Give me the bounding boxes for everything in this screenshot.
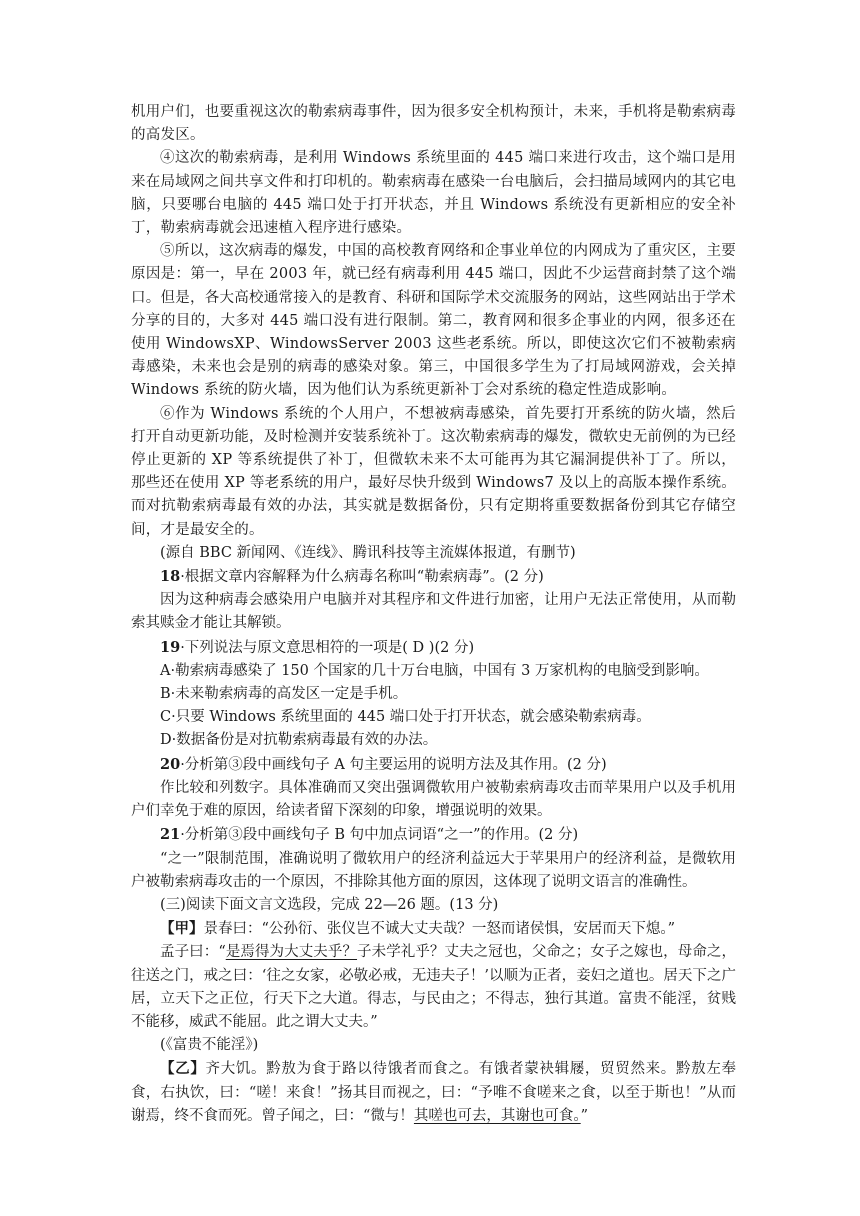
- paragraph-5: ⑤所以，这次病毒的爆发，中国的高校教育网络和企事业单位的内网成为了重灾区，主要原因是：第一，早在 2003 年，就已经有病毒利用 445 端口，因此不少运营商封禁了这个端口。但是，各大高校通常接入的是教育、科研和国际学术交流服务的网站，这些网站出于学术分享的目的，大多对 445 端口没有进行限制。第二，教育网和很多企事业的内网，很多还在使用 WindowsXP、WindowsServer 2003 这些老系统。所以，即使这次它们不被勒索病毒感染，未来也会是别的病毒的感染对象。第三，中国很多学生为了打局域网游戏，会关掉 Windows 系统的防火墙，因为他们认为系统更新补丁会对系统的稳定性造成影响。: [131, 243, 736, 399]
- article-source: (源自 BBC 新闻网、《连线》、腾讯科技等主流媒体报道，有删节): [160, 544, 576, 561]
- underlined-sentence: 是焉得为大丈夫乎？: [225, 944, 358, 961]
- question-19: [131, 636, 736, 660]
- passage-text: 齐大饥。黔敖为食于路以待饿者而食之。有饿者蒙袂辑屦，贸贸然来。黔敖左奉食，右执饮，曰：“嗟！来食！”扬其目而视之，曰：“予唯不食嗟来之食，以至于斯也！”从而谢焉，终不食而死。曾子闻之，曰：“微与！: [131, 1061, 737, 1124]
- passage-jia-1: [131, 917, 736, 941]
- underlined-sentence: 其嗟也可去，其谢也可食。: [413, 1107, 581, 1124]
- option-b: B·未来勒索病毒的高发区一定是手机。: [160, 686, 408, 703]
- question-number: 20: [160, 755, 181, 773]
- question-text: ·下列说法与原文意思相符的一项是( D )(2 分): [180, 639, 475, 656]
- paragraph-6: ⑥作为 Windows 系统的个人用户，不想被病毒感染，首先要打开系统的防火墙，然后打开自动更新功能，及时检测并安装系统补丁。这次勒索病毒的爆发，微软史无前例的为已经停止更新的 XP 等系统提供了补丁，但微软未来不太可能再为其它漏洞提供补丁了。所以，那些还在使用 XP 等老系统的用户，最好尽快升级到 Windows7 及以上的高版本操作系统。而对抗勒索病毒最有效的办法，其实就是数据备份，只有定期将重要数据备份到其它存储空间，才是最安全的。: [131, 405, 736, 538]
- passage-text: ”: [580, 1107, 589, 1124]
- paragraph-3-continued: 机用户们，也要重视这次的勒索病毒事件，因为很多安全机构预计，未来，手机将是勒索病毒的高发区。: [131, 104, 736, 144]
- paragraph-4: ④这次的勒索病毒，是利用 Windows 系统里面的 445 端口来进行攻击，这个端口是用来在局域网之间共享文件和打印机的。勒索病毒在感染一台电脑后，会扫描局域网内的其它电脑，只要哪台电脑的 445 端口处于打开状态，并且 Windows 系统没有更新相应的安全补丁，勒索病毒就会迅速植入程序进行感染。: [131, 150, 736, 237]
- passage-jia-2: [131, 941, 736, 1034]
- question-text: ·分析第③段中画线句子 A 句主要运用的说明方法及其作用。(2 分): [180, 756, 607, 773]
- option-c: C·只要 Windows 系统里面的 445 端口处于打开状态，就会感染勒索病毒。: [160, 709, 651, 726]
- question-number: 19: [160, 638, 181, 656]
- question-text: ·根据文章内容解释为什么病毒名称叫“勒索病毒”。(2 分): [180, 569, 544, 586]
- question-number: 18: [160, 568, 181, 586]
- answer-20: 作比较和列数字。具体准确而又突出强调微软用户被勒索病毒攻击而苹果用户以及手机用户们幸免于难的原因，给读者留下深刻的印象，增强说明的效果。: [131, 779, 736, 820]
- passage-text: 孟子曰：“: [160, 944, 226, 961]
- question-text: ·分析第③段中画线句子 B 句中加点词语“之一”的作用。(2 分): [180, 827, 579, 844]
- option-d: D·数据备份是对抗勒索病毒最有效的办法。: [160, 732, 438, 749]
- document-body: [131, 101, 736, 1128]
- section-3-heading: (三)阅读下面文言文选段，完成 22—26 题。(13 分): [160, 896, 499, 913]
- passage-label: 【乙】: [160, 1060, 206, 1078]
- passage-jia-source: (《富贵不能淫》): [160, 1037, 259, 1054]
- answer-21: “之一”限制范围，准确说明了微软用户的经济利益远大于苹果用户的经济利益，是微软用户被勒索病毒攻击的一个原因，不排除其他方面的原因，这体现了说明文语言的准确性。: [131, 850, 736, 890]
- answer-18: 因为这种病毒会感染用户电脑并对其程序和文件进行加密，让用户无法正常使用，从而勒索其赎金才能让其解锁。: [131, 592, 736, 632]
- option-a: A·勒索病毒感染了 150 个国家的几十万台电脑，中国有 3 万家机构的电脑受到影响。: [160, 662, 709, 679]
- passage-text: 子未学礼乎？丈夫之冠也，父命之；女子之嫁也，母命之，往送之门，戒之曰：‘往之女家，必敬必戒，无违夫子！’以顺为正者，妾妇之道也。居天下之广居，立天下之正位，行天下之大道。得志，与民由之；不得志，独行其道。富贵不能淫，贫贱不能移，威武不能屈。此之谓大丈夫。”: [131, 944, 737, 1030]
- passage-text: 景春曰：“公孙衍、张仪岂不诚大丈夫哉？一怒而诸侯惧，安居而天下熄。”: [203, 921, 676, 938]
- question-20: [131, 753, 736, 777]
- passage-yi: [131, 1057, 736, 1128]
- question-number: 21: [160, 826, 181, 844]
- question-18: [131, 565, 736, 589]
- passage-label: 【甲】: [160, 920, 204, 938]
- question-21: [131, 823, 736, 847]
